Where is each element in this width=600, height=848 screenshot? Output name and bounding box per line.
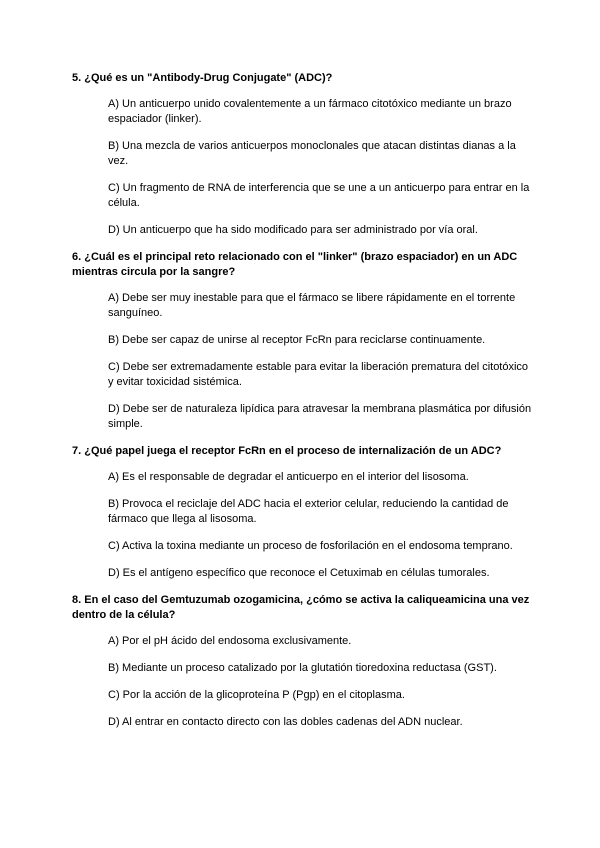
option-b: B) Debe ser capaz de unirse al receptor FcRn para reciclarse continuamente. (108, 334, 486, 346)
option-c: C) Debe ser extremadamente estable para evitar la liberación prematura del citotóxico y evitar toxicidad sistémica. (108, 361, 529, 388)
option-c: C) Por la acción de la glicoproteína P (Pgp) en el citoplasma. (108, 689, 405, 701)
question-8 (72, 593, 532, 730)
option-c: C) Un fragmento de RNA de interferencia que se une a un anticuerpo para entrar en la célula. (108, 182, 530, 209)
question-title: 6. ¿Cuál es el principal reto relacionado con el "linker" (brazo espaciador) en un ADC mientras circula por la sangre? (72, 251, 518, 278)
question-list (72, 71, 532, 742)
option-a: A) Debe ser muy inestable para que el fármaco se libere rápidamente en el torrente sanguíneo. (108, 292, 516, 319)
question-7 (72, 444, 532, 581)
option-a: A) Es el responsable de degradar el anticuerpo en el interior del lisosoma. (108, 471, 469, 483)
option-b: B) Una mezcla de varios anticuerpos monoclonales que atacan distintas dianas a la vez. (108, 140, 516, 167)
option-d: D) Es el antígeno específico que reconoce el Cetuximab en células tumorales. (108, 567, 490, 579)
question-title: 7. ¿Qué papel juega el receptor FcRn en el proceso de internalización de un ADC? (72, 445, 502, 457)
option-d: D) Debe ser de naturaleza lipídica para atravesar la membrana plasmática por difusión simple. (108, 403, 532, 430)
question-title: 8. En el caso del Gemtuzumab ozogamicina, ¿cómo se activa la caliqueamicina una vez dentro de la célula? (72, 594, 530, 621)
option-a: A) Por el pH ácido del endosoma exclusivamente. (108, 635, 352, 647)
option-c: C) Activa la toxina mediante un proceso de fosforilación en el endosoma temprano. (108, 540, 513, 552)
option-b: B) Provoca el reciclaje del ADC hacia el exterior celular, reduciendo la cantidad de fármaco que llega al lisosoma. (108, 498, 509, 525)
question-title: 5. ¿Qué es un "Antibody-Drug Conjugate" (ADC)? (72, 72, 333, 84)
question-5 (72, 71, 532, 238)
question-6 (72, 250, 532, 432)
option-a: A) Un anticuerpo unido covalentemente a un fármaco citotóxico mediante un brazo espaciador (linker). (108, 98, 512, 125)
option-d: D) Un anticuerpo que ha sido modificado para ser administrado por vía oral. (108, 224, 478, 236)
option-d: D) Al entrar en contacto directo con las dobles cadenas del ADN nuclear. (108, 716, 463, 728)
option-b: B) Mediante un proceso catalizado por la glutatión tioredoxina reductasa (GST). (108, 662, 497, 674)
